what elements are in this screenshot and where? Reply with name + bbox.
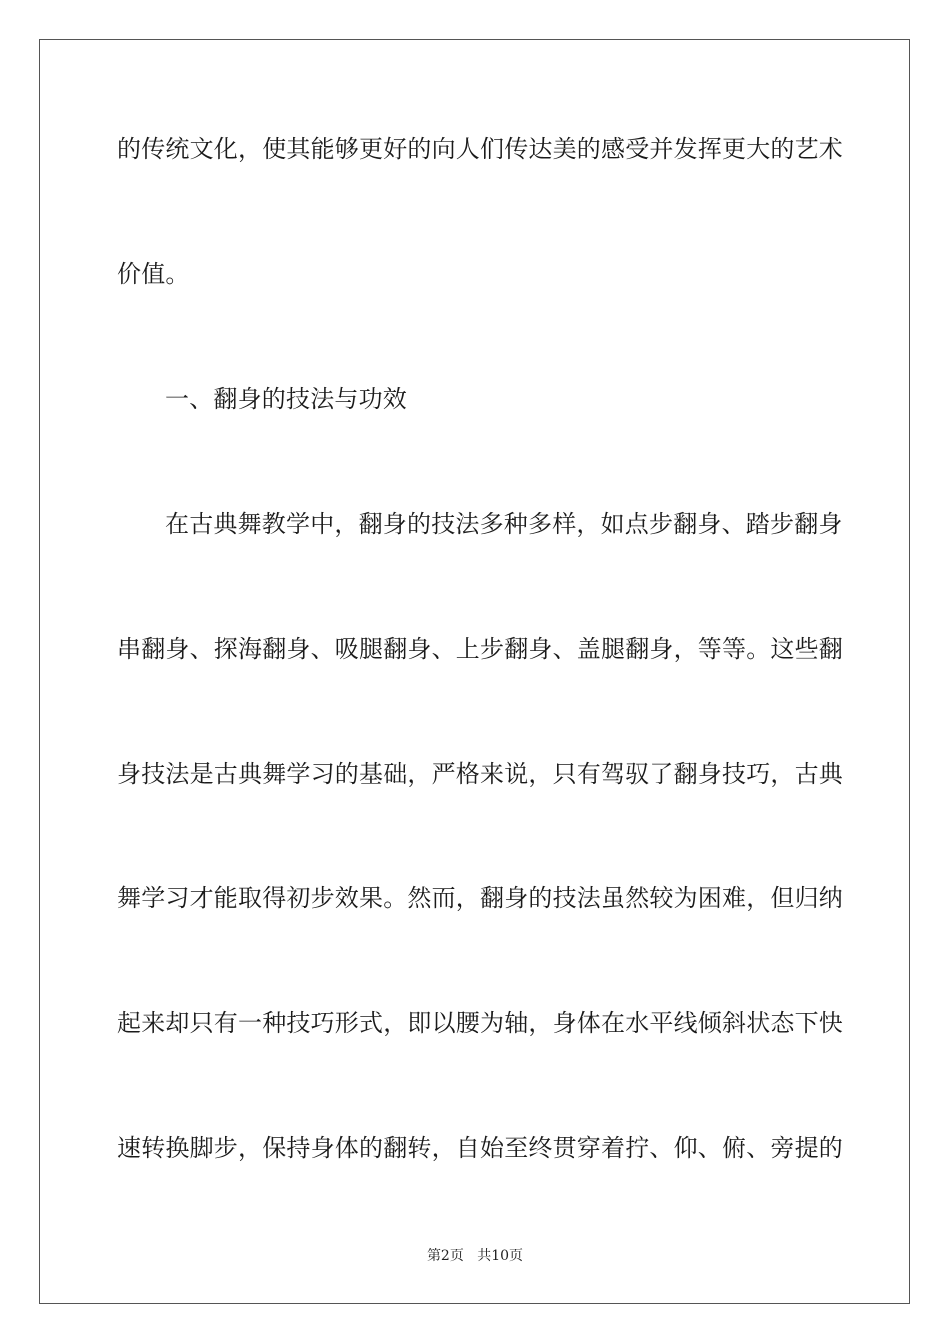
body-text-line: 价值。 (117, 260, 190, 288)
body-text-line: 起来却只有一种技巧形式，即以腰为轴，身体在水平线倾斜状态下快 (117, 1009, 843, 1037)
page-number: 第2页 (426, 1248, 464, 1264)
body-text-line: 舞学习才能取得初步效果。然而，翻身的技法虽然较为困难，但归纳 (117, 884, 843, 912)
body-text-line: 的传统文化，使其能够更好的向人们传达美的感受并发挥更大的艺术 (117, 135, 843, 163)
section-heading: 一、翻身的技法与功效 (165, 385, 407, 413)
total-pages: 共10页 (477, 1248, 524, 1264)
page-border (39, 39, 910, 1304)
body-text-line: 身技法是古典舞学习的基础，严格来说，只有驾驭了翻身技巧，古典 (117, 760, 843, 788)
body-text-line: 速转换脚步，保持身体的翻转，自始至终贯穿着拧、仰、俯、旁提的 (117, 1134, 843, 1162)
page-footer (0, 1246, 950, 1266)
body-text-line: 在古典舞教学中，翻身的技法多种多样，如点步翻身、踏步翻身 (165, 510, 843, 538)
body-text-line: 串翻身、探海翻身、吸腿翻身、上步翻身、盖腿翻身，等等。这些翻 (117, 635, 843, 663)
